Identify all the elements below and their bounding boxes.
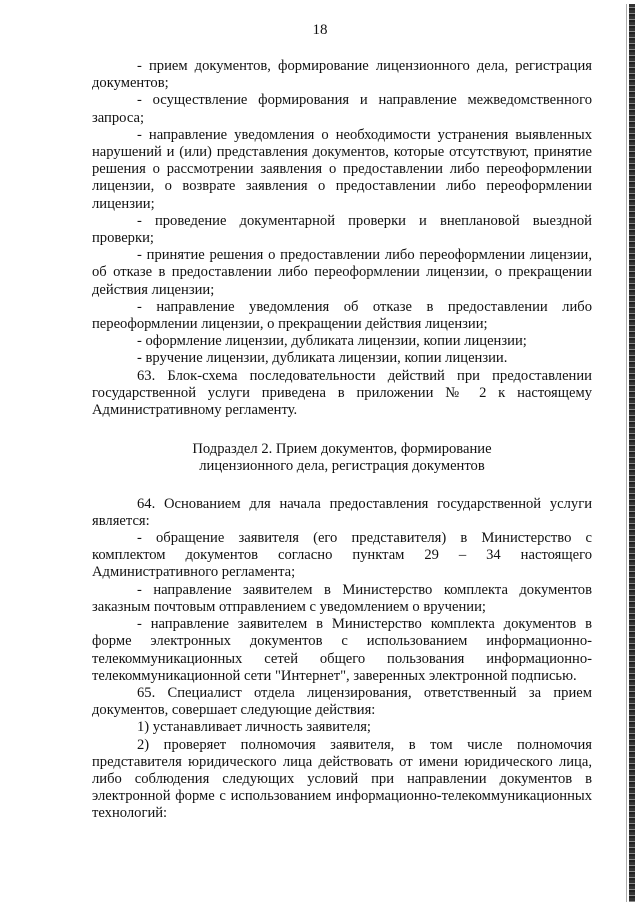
list-item-license-issuance: - оформление лицензии, дубликата лицензии, копии лицензии; xyxy=(137,333,527,350)
scan-edge-border xyxy=(629,4,635,902)
list-item-license-delivery: - вручение лицензии, дубликата лицензии, копии лицензии. xyxy=(137,350,508,367)
list-item-license-decision: - принятие решения о предоставлении либо переоформлении лицензии, об отказе в предоставлении либо переоформлении лицензии, о прекращении действия лицензии; xyxy=(92,247,592,298)
list-item-authority-check: 2) проверяет полномочия заявителя, в том числе полномочия представителя юридического лица действовать от имени юридического лица, либо соблюдения следующих условий при направлении документов в электронной форме с использованием информационно-телекоммуникационных технологий: xyxy=(92,736,592,822)
list-item-inspection: - проведение документарной проверки и внеплановой выездной проверки; xyxy=(92,212,592,247)
list-item-postal-submission: - направление заявителем в Министерство комплекта документов заказным почтовым отправлением с уведомлением о вручении; xyxy=(92,581,592,615)
list-item-notice-violations: - направление уведомления о необходимости устранения выявленных нарушений и (или) представления документов, которые отсутствуют, принятие решения о рассмотрении заявления о предоставлении либо переоформлении лицензии, о возврате заявления о предоставлении либо переоформлении лицензии; xyxy=(92,126,592,212)
list-item-electronic-submission: - направление заявителем в Министерство комплекта документов в форме электронных документов с использованием информационно-телекоммуникационных сетей общего пользования информационно-телекоммуникационной сети "Интернет", заверенных электронной подписью. xyxy=(92,616,592,684)
page-number: 18 xyxy=(312,22,328,38)
list-item-document-intake: - прием документов, формирование лицензионного дела, регистрация документов; xyxy=(92,58,592,92)
subsection-heading-line-1: Подраздел 2. Прием документов, формирование xyxy=(192,441,492,458)
document-body xyxy=(92,58,592,823)
scan-edge-line xyxy=(626,4,627,902)
paragraph-63: 63. Блок-схема последовательности действий при предоставлении государственной услуги приведена в приложении № 2 к настоящему Административному регламенту. xyxy=(92,367,592,419)
paragraph-64: 64. Основанием для начала предоставления государственной услуги является: xyxy=(92,495,592,529)
list-item-interagency-request: - осуществление формирования и направление межведомственного запроса; xyxy=(92,92,592,126)
paragraph-65: 65. Специалист отдела лицензирования, ответственный за прием документов, совершает следующие действия: xyxy=(92,684,592,719)
subsection-heading-line-2: лицензионного дела, регистрация документов xyxy=(199,458,485,475)
list-item-refusal-notice: - направление уведомления об отказе в предоставлении либо переоформлении лицензии, о прекращении действия лицензии; xyxy=(92,298,592,333)
list-item-identity-check: 1) устанавливает личность заявителя; xyxy=(137,719,371,736)
list-item-applicant-visit: - обращение заявителя (его представителя) в Министерство с комплектом документов согласно пунктам 29 – 34 настоящего Административного регламента; xyxy=(92,530,592,581)
